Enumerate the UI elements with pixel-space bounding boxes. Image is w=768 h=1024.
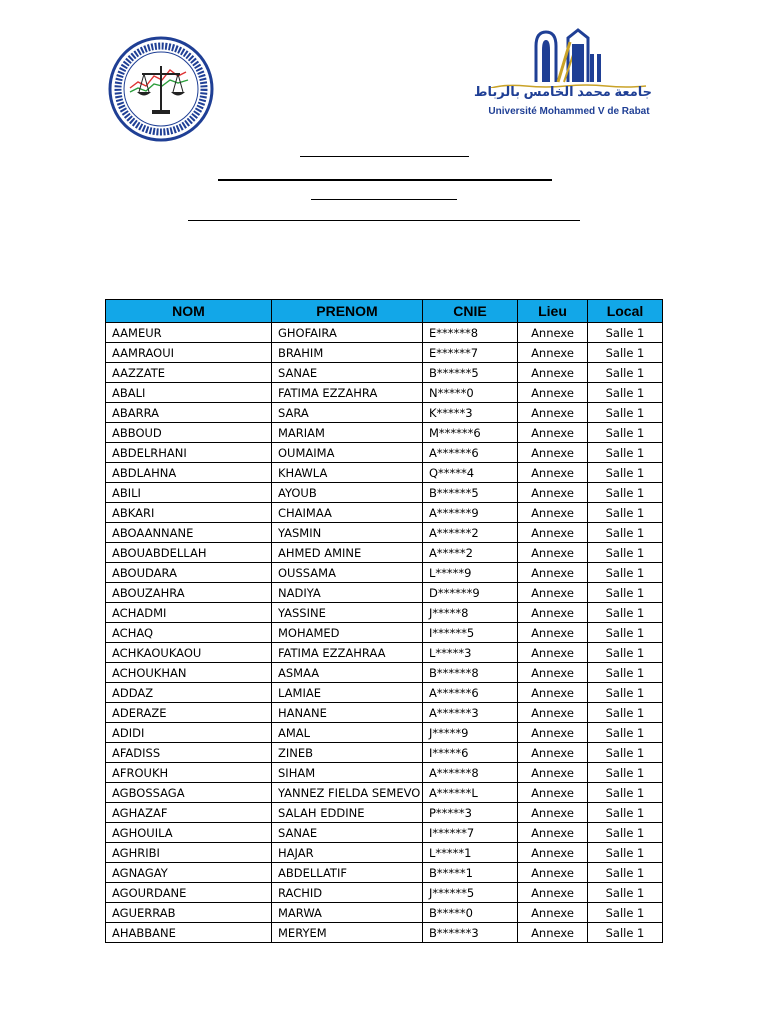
nom-cell: ACHKAOUKAOU (106, 643, 272, 663)
table-row (106, 843, 663, 863)
lieu-cell: Annexe (518, 343, 588, 363)
lieu-cell: Annexe (518, 723, 588, 743)
nom-cell: ABDELRHANI (106, 443, 272, 463)
nom-cell: ABOUABDELLAH (106, 543, 272, 563)
local-cell: Salle 1 (588, 383, 663, 403)
local-cell: Salle 1 (588, 583, 663, 603)
table-row (106, 343, 663, 363)
local-cell: Salle 1 (588, 863, 663, 883)
nom-cell: AGOURDANE (106, 883, 272, 903)
table-row (106, 643, 663, 663)
title-underline-3 (311, 199, 457, 200)
local-cell: Salle 1 (588, 603, 663, 623)
cnie-cell: J******5 (423, 883, 518, 903)
lieu-cell: Annexe (518, 743, 588, 763)
nom-cell: ADERAZE (106, 703, 272, 723)
cnie-cell: B*****0 (423, 903, 518, 923)
lieu-cell: Annexe (518, 443, 588, 463)
lieu-cell: Annexe (518, 583, 588, 603)
table-row (106, 363, 663, 383)
local-cell: Salle 1 (588, 403, 663, 423)
prenom-cell: GHOFAIRA (272, 323, 423, 343)
local-cell: Salle 1 (588, 323, 663, 343)
cnie-cell: A******2 (423, 523, 518, 543)
column-header-prenom: PRENOM (272, 300, 423, 323)
cnie-cell: A******3 (423, 703, 518, 723)
nom-cell: ADIDI (106, 723, 272, 743)
local-cell: Salle 1 (588, 723, 663, 743)
table-row (106, 403, 663, 423)
local-cell: Salle 1 (588, 543, 663, 563)
cnie-cell: B******5 (423, 363, 518, 383)
cnie-cell: A******8 (423, 763, 518, 783)
prenom-cell: MARIAM (272, 423, 423, 443)
table-row (106, 383, 663, 403)
lieu-cell: Annexe (518, 503, 588, 523)
local-cell: Salle 1 (588, 703, 663, 723)
local-cell: Salle 1 (588, 463, 663, 483)
prenom-cell: BRAHIM (272, 343, 423, 363)
cnie-cell: I*****6 (423, 743, 518, 763)
local-cell: Salle 1 (588, 783, 663, 803)
faculty-seal-logo (108, 36, 214, 142)
cnie-cell: A*****2 (423, 543, 518, 563)
prenom-cell: SIHAM (272, 763, 423, 783)
table-row (106, 923, 663, 943)
prenom-cell: OUSSAMA (272, 563, 423, 583)
cnie-cell: I******7 (423, 823, 518, 843)
table-row (106, 323, 663, 343)
lieu-cell: Annexe (518, 643, 588, 663)
title-underline-4 (188, 220, 580, 221)
nom-cell: AFADISS (106, 743, 272, 763)
cnie-cell: E******7 (423, 343, 518, 363)
nom-cell: ADDAZ (106, 683, 272, 703)
table-row (106, 803, 663, 823)
nom-cell: AHABBANE (106, 923, 272, 943)
local-cell: Salle 1 (588, 523, 663, 543)
prenom-cell: SARA (272, 403, 423, 423)
prenom-cell: AYOUB (272, 483, 423, 503)
lieu-cell: Annexe (518, 903, 588, 923)
university-emblem-icon (486, 24, 652, 88)
lieu-cell: Annexe (518, 763, 588, 783)
nom-cell: AAMRAOUI (106, 343, 272, 363)
cnie-cell: A******6 (423, 443, 518, 463)
cnie-cell: M******6 (423, 423, 518, 443)
table-body (106, 323, 663, 943)
local-cell: Salle 1 (588, 743, 663, 763)
table-row (106, 663, 663, 683)
lieu-cell: Annexe (518, 323, 588, 343)
nom-cell: AGUERRAB (106, 903, 272, 923)
nom-cell: AGHAZAF (106, 803, 272, 823)
cnie-cell: A******6 (423, 683, 518, 703)
table-row (106, 423, 663, 443)
table-row (106, 683, 663, 703)
lieu-cell: Annexe (518, 383, 588, 403)
lieu-cell: Annexe (518, 543, 588, 563)
lieu-cell: Annexe (518, 803, 588, 823)
local-cell: Salle 1 (588, 443, 663, 463)
nom-cell: ABILI (106, 483, 272, 503)
nom-cell: AGBOSSAGA (106, 783, 272, 803)
local-cell: Salle 1 (588, 763, 663, 783)
local-cell: Salle 1 (588, 883, 663, 903)
cnie-cell: L*****3 (423, 643, 518, 663)
lieu-cell: Annexe (518, 783, 588, 803)
local-cell: Salle 1 (588, 623, 663, 643)
prenom-cell: SANAE (272, 363, 423, 383)
column-header-nom: NOM (106, 300, 272, 323)
lieu-cell: Annexe (518, 683, 588, 703)
nom-cell: ABKARI (106, 503, 272, 523)
prenom-cell: FATIMA EZZAHRAA (272, 643, 423, 663)
cnie-cell: D******9 (423, 583, 518, 603)
table-row (106, 883, 663, 903)
table-row (106, 783, 663, 803)
local-cell: Salle 1 (588, 423, 663, 443)
local-cell: Salle 1 (588, 663, 663, 683)
table-row (106, 503, 663, 523)
table-row (106, 563, 663, 583)
local-cell: Salle 1 (588, 923, 663, 943)
title-underline-1 (300, 156, 469, 157)
prenom-cell: CHAIMAA (272, 503, 423, 523)
cnie-cell: K*****3 (423, 403, 518, 423)
nom-cell: ACHAQ (106, 623, 272, 643)
prenom-cell: SALAH EDDINE (272, 803, 423, 823)
table-row (106, 483, 663, 503)
nom-cell: AAZZATE (106, 363, 272, 383)
column-header-lieu: Lieu (518, 300, 588, 323)
prenom-cell: KHAWLA (272, 463, 423, 483)
university-name: Université Mohammed V de Rabat (488, 106, 650, 117)
table-row (106, 523, 663, 543)
prenom-cell: LAMIAE (272, 683, 423, 703)
prenom-cell: FATIMA EZZAHRA (272, 383, 423, 403)
nom-cell: AAMEUR (106, 323, 272, 343)
table-row (106, 443, 663, 463)
table-row (106, 583, 663, 603)
lieu-cell: Annexe (518, 423, 588, 443)
table-row (106, 623, 663, 643)
lieu-cell: Annexe (518, 463, 588, 483)
lieu-cell: Annexe (518, 703, 588, 723)
prenom-cell: ASMAA (272, 663, 423, 683)
lieu-cell: Annexe (518, 483, 588, 503)
cnie-cell: J*****8 (423, 603, 518, 623)
cnie-cell: P*****3 (423, 803, 518, 823)
table-row (106, 543, 663, 563)
lieu-cell: Annexe (518, 623, 588, 643)
column-header-local: Local (588, 300, 663, 323)
table-row (106, 723, 663, 743)
cnie-cell: J*****9 (423, 723, 518, 743)
nom-cell: ABARRA (106, 403, 272, 423)
cnie-cell: B******3 (423, 923, 518, 943)
local-cell: Salle 1 (588, 903, 663, 923)
local-cell: Salle 1 (588, 803, 663, 823)
table-row (106, 903, 663, 923)
cnie-cell: B*****1 (423, 863, 518, 883)
nom-cell: ABBOUD (106, 423, 272, 443)
prenom-cell: YASSINE (272, 603, 423, 623)
lieu-cell: Annexe (518, 823, 588, 843)
cnie-cell: B******8 (423, 663, 518, 683)
prenom-cell: RACHID (272, 883, 423, 903)
prenom-cell: SANAE (272, 823, 423, 843)
prenom-cell: MERYEM (272, 923, 423, 943)
nom-cell: AFROUKH (106, 763, 272, 783)
title-underline-2 (218, 179, 552, 181)
lieu-cell: Annexe (518, 363, 588, 383)
prenom-cell: ABDELLATIF (272, 863, 423, 883)
table-header-row (106, 300, 663, 323)
prenom-cell: ZINEB (272, 743, 423, 763)
university-logo (473, 24, 652, 124)
cnie-cell: Q*****4 (423, 463, 518, 483)
prenom-cell: HAJAR (272, 843, 423, 863)
cnie-cell: A******L (423, 783, 518, 803)
nom-cell: ACHOUKHAN (106, 663, 272, 683)
university-name-arabic: جامعة محمد الخامس بالرباط (473, 84, 652, 99)
nom-cell: ABDLAHNA (106, 463, 272, 483)
cnie-cell: L*****9 (423, 563, 518, 583)
table-row (106, 463, 663, 483)
nom-cell: AGHOUILA (106, 823, 272, 843)
lieu-cell: Annexe (518, 663, 588, 683)
lieu-cell: Annexe (518, 883, 588, 903)
nom-cell: AGHRIBI (106, 843, 272, 863)
prenom-cell: HANANE (272, 703, 423, 723)
local-cell: Salle 1 (588, 643, 663, 663)
table-row (106, 763, 663, 783)
cnie-cell: I******5 (423, 623, 518, 643)
student-list-table (105, 299, 663, 943)
prenom-cell: YANNEZ FIELDA SEMEVO (272, 783, 423, 803)
lieu-cell: Annexe (518, 603, 588, 623)
nom-cell: ACHADMI (106, 603, 272, 623)
local-cell: Salle 1 (588, 343, 663, 363)
table-row (106, 743, 663, 763)
lieu-cell: Annexe (518, 843, 588, 863)
nom-cell: ABOUZAHRA (106, 583, 272, 603)
prenom-cell: NADIYA (272, 583, 423, 603)
local-cell: Salle 1 (588, 483, 663, 503)
cnie-cell: N*****0 (423, 383, 518, 403)
local-cell: Salle 1 (588, 503, 663, 523)
local-cell: Salle 1 (588, 683, 663, 703)
nom-cell: ABOAANNANE (106, 523, 272, 543)
prenom-cell: MARWA (272, 903, 423, 923)
prenom-cell: MOHAMED (272, 623, 423, 643)
prenom-cell: YASMIN (272, 523, 423, 543)
nom-cell: ABOUDARA (106, 563, 272, 583)
column-header-cnie: CNIE (423, 300, 518, 323)
prenom-cell: AHMED AMINE (272, 543, 423, 563)
table-row (106, 863, 663, 883)
lieu-cell: Annexe (518, 403, 588, 423)
table-row (106, 603, 663, 623)
cnie-cell: B******5 (423, 483, 518, 503)
local-cell: Salle 1 (588, 363, 663, 383)
local-cell: Salle 1 (588, 563, 663, 583)
scales-of-justice-icon (108, 36, 214, 142)
nom-cell: ABALI (106, 383, 272, 403)
table-row (106, 823, 663, 843)
prenom-cell: OUMAIMA (272, 443, 423, 463)
local-cell: Salle 1 (588, 823, 663, 843)
prenom-cell: AMAL (272, 723, 423, 743)
lieu-cell: Annexe (518, 523, 588, 543)
cnie-cell: L*****1 (423, 843, 518, 863)
cnie-cell: E******8 (423, 323, 518, 343)
nom-cell: AGNAGAY (106, 863, 272, 883)
lieu-cell: Annexe (518, 563, 588, 583)
table-row (106, 703, 663, 723)
lieu-cell: Annexe (518, 863, 588, 883)
local-cell: Salle 1 (588, 843, 663, 863)
lieu-cell: Annexe (518, 923, 588, 943)
cnie-cell: A******9 (423, 503, 518, 523)
